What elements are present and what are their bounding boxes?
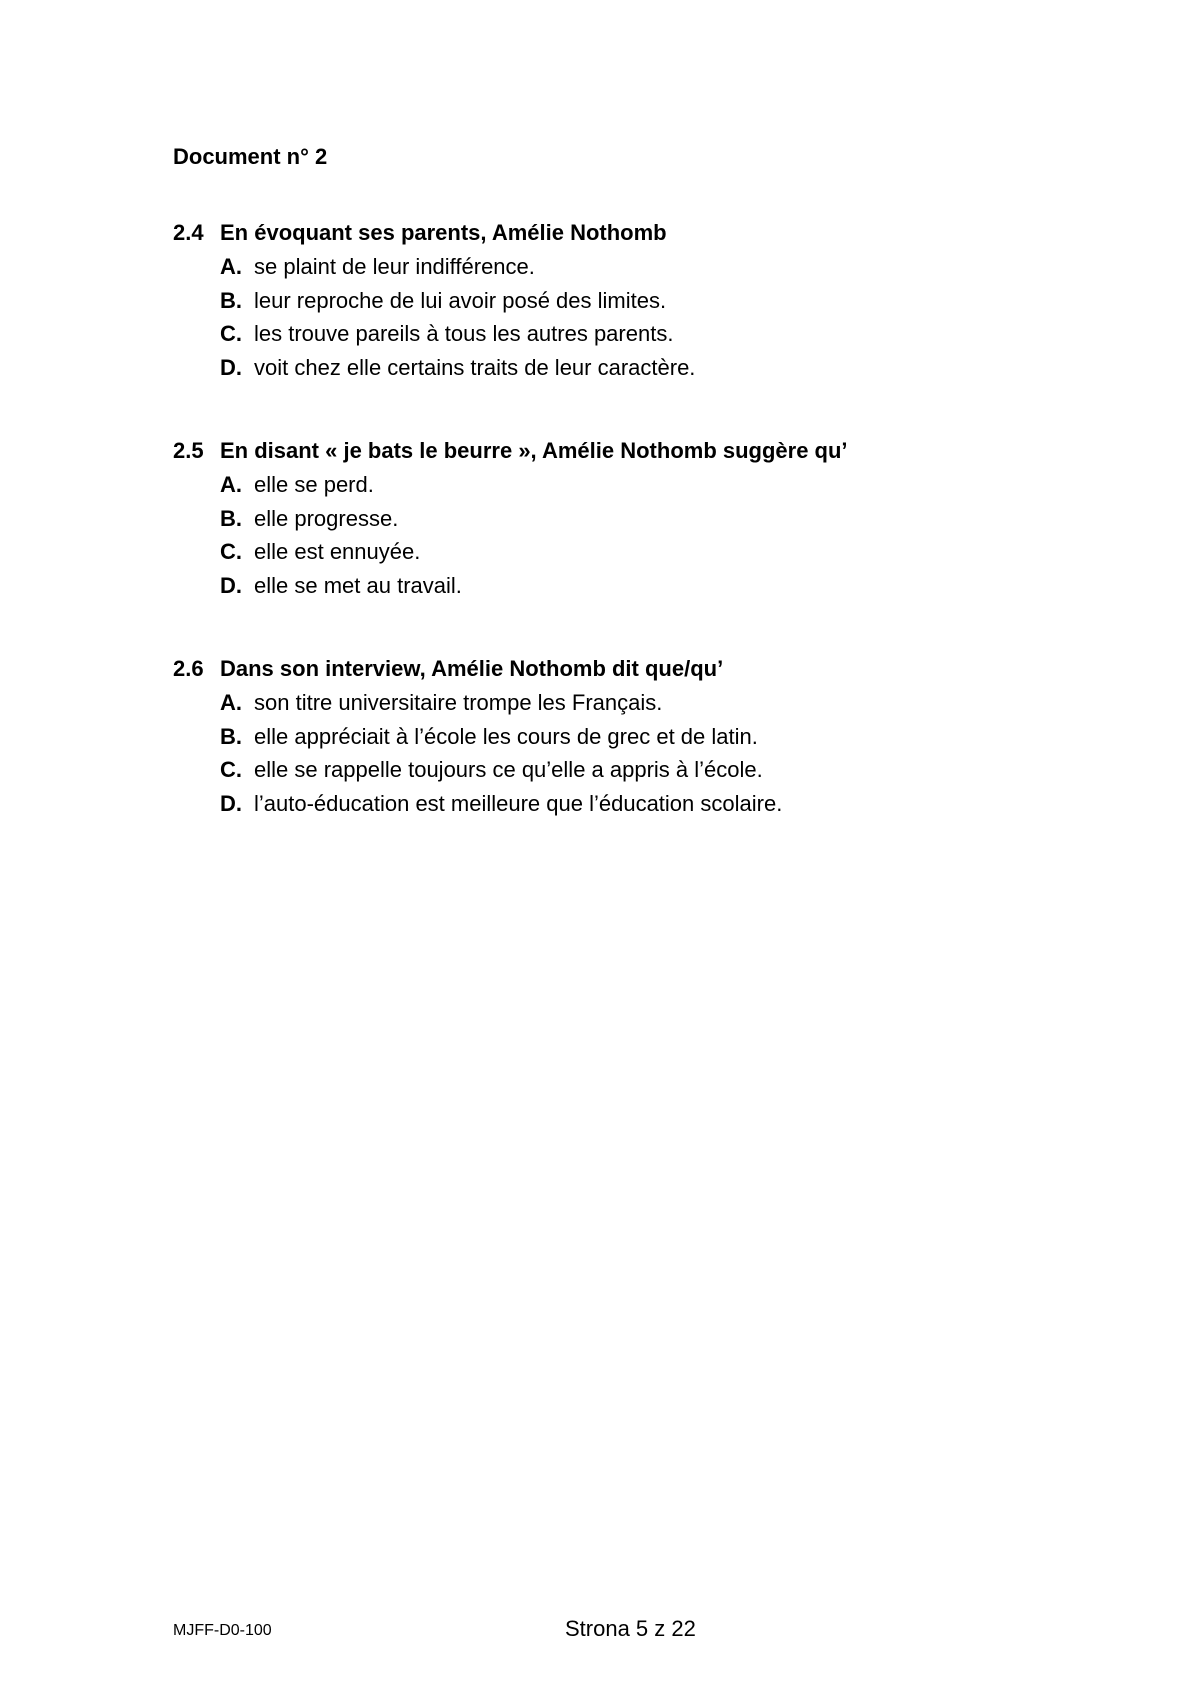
question-title [173,220,1073,254]
section-heading: Document n° 2 [173,144,328,169]
answer-option-a[interactable] [173,472,1073,506]
option-letter: C. [220,757,242,782]
option-text: elle se met au travail. [254,572,462,598]
question-prompt: Dans son interview, Amélie Nothomb dit que/qu’ [220,656,724,681]
option-letter: D. [220,354,242,380]
question-number: 2.6 [173,656,204,681]
option-text: leur reproche de lui avoir posé des limites. [254,287,667,313]
option-letter: A. [220,254,242,279]
option-text: voit chez elle certains traits de leur caractère. [254,354,696,380]
answer-option-d[interactable] [173,791,1073,825]
option-text: l’auto-éducation est meilleure que l’éducation scolaire. [254,790,783,816]
answer-option-d[interactable] [173,573,1073,607]
answer-option-b[interactable] [173,506,1073,540]
option-letter: A. [220,472,242,497]
option-letter: B. [220,723,242,749]
question-prompt: En disant « je bats le beurre », Amélie Nothomb suggère qu’ [220,438,848,463]
option-letter: C. [220,539,242,564]
answer-option-c[interactable] [173,321,1073,355]
option-text: elle appréciait à l’école les cours de grec et de latin. [254,723,758,749]
question-prompt: En évoquant ses parents, Amélie Nothomb [220,220,667,245]
answer-option-b[interactable] [173,288,1073,322]
question-title [173,656,1073,690]
question-2-5 [173,438,1073,606]
option-letter: C. [220,321,242,346]
answer-option-d[interactable] [173,355,1073,389]
answer-option-c[interactable] [173,757,1073,791]
option-letter: B. [220,287,242,313]
question-number: 2.5 [173,438,204,463]
option-text: elle progresse. [254,505,399,531]
page-number: Strona 5 z 22 [565,1616,696,1641]
option-text: son titre universitaire trompe les Français. [254,690,663,715]
option-letter: B. [220,505,242,531]
answer-option-c[interactable] [173,539,1073,573]
option-letter: A. [220,690,242,715]
option-text: elle est ennuyée. [254,539,421,564]
option-text: se plaint de leur indifférence. [254,254,535,279]
answer-option-a[interactable] [173,690,1073,724]
option-text: elle se perd. [254,472,374,497]
answer-option-a[interactable] [173,254,1073,288]
question-2-4 [173,220,1073,388]
option-letter: D. [220,790,242,816]
question-2-6 [173,656,1073,824]
option-letter: D. [220,572,242,598]
question-number: 2.4 [173,220,204,245]
option-text: les trouve pareils à tous les autres parents. [254,321,674,346]
exam-code: MJFF-D0-100 [173,1622,272,1639]
option-text: elle se rappelle toujours ce qu’elle a appris à l’école. [254,757,763,782]
question-title [173,438,1073,472]
answer-option-b[interactable] [173,724,1073,758]
